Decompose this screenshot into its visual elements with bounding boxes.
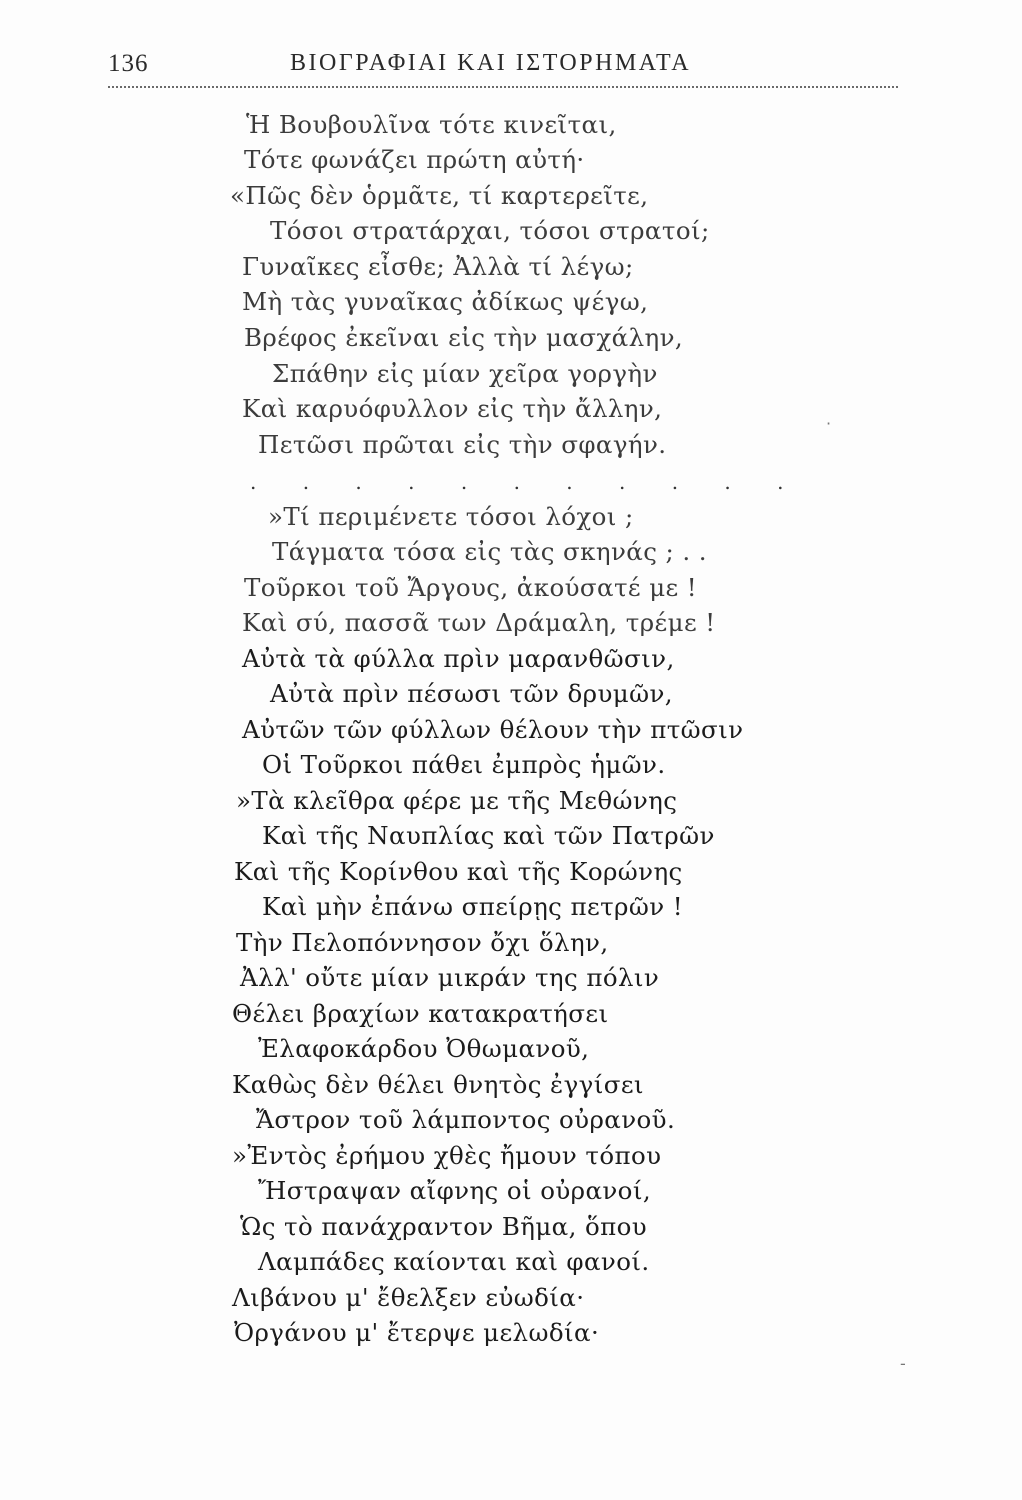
poem-line: Ὀργάνου μ' ἔτερψε μελωδία· [234,1318,600,1347]
poem-line: Οἱ Τοῦρκοι πάθει ἐμπρὸς ἡμῶν. [262,750,666,779]
running-title: ΒΙΟΓΡΑΦΙΑΙ ΚΑΙ ΙΣΤΟΡΗΜΑΤΑ [290,50,692,76]
poem-line: Καὶ καρυόφυλλον εἰς τὴν ἄλλην, [242,394,663,423]
poem-line: »Ἐντὸς ἐρήμου χθὲς ἤμουν τόπου [232,1141,662,1170]
poem-line: Αὐτὰ τὰ φύλλα πρὶν μαρανθῶσιν, [242,644,675,673]
poem-line: Ὡς τὸ πανάχραντον Βῆμα, ὅπου [240,1212,648,1241]
poem-line: Καθὼς δὲν θέλει θνητὸς ἐγγίσει [232,1070,644,1099]
poem-line: Γυναῖκες εἶσθε; Ἀλλὰ τί λέγω; [242,252,634,281]
poem-line: Λιβάνου μ' ἔθελξεν εὐωδία· [232,1283,585,1312]
page-header [108,44,898,84]
poem-line: Καὶ τῆς Κορίνθου καὶ τῆς Κορώνης [234,857,683,886]
poem-line: Ἄστρον τοῦ λάμποντος οὐρανοῦ. [256,1105,676,1134]
poem-line: Θέλει βραχίων κατακρατήσει [232,999,609,1028]
poem-line: Σπάθην εἰς μίαν χεῖρα γοργὴν [272,359,658,388]
poem-line: Ἀλλ' οὔτε μίαν μικράν της πόλιν [240,963,660,992]
poem-line: »Τὰ κλεῖθρα φέρε με τῆς Μεθώνης [236,786,678,815]
poem-line: Ἤστραψαν αἴφνης οἱ οὐρανοί, [258,1176,652,1205]
header-rule [108,86,898,88]
poem-line: Λαμπάδες καίονται καὶ φανοί. [258,1247,650,1276]
poem-line: Αὐτὰ πρὶν πέσωσι τῶν δρυμῶν, [270,679,673,708]
poem-line: Ἡ Βουβουλῖνα τότε κινεῖται, [246,110,617,139]
poem-line: Τὴν Πελοπόννησον ὄχι ὅλην, [236,928,609,957]
poem-line: Τάγματα τόσα εἰς τὰς σκηνάς ; . . [272,537,707,566]
poem-line: Μὴ τὰς γυναῖκας ἀδίκως ψέγω, [242,287,649,316]
poem-line: Καὶ τῆς Ναυπλίας καὶ τῶν Πατρῶν [262,821,715,850]
poem-line: Πετῶσι πρῶται εἰς τὴν σφαγήν. [258,430,667,459]
poem-line: »Τί περιμένετε τόσοι λόχοι ; [268,502,634,531]
poem-line: Τόσοι στρατάρχαι, τόσοι στρατοί; [270,216,710,245]
poem-line: Βρέφος ἐκεῖναι εἰς τὴν μασχάλην, [244,323,684,352]
poem-line: Τοῦρκοι τοῦ Ἄργους, ἀκούσατέ με ! [244,573,698,602]
margin-speck: · [826,414,832,433]
page-number: 136 [108,50,149,77]
poem-line: Καὶ σύ, πασσᾶ των Δράμαλη, τρέμε ! [242,608,716,637]
poem-line: Τότε φωνάζει πρώτη αὐτή· [244,145,585,174]
poem-line: Ἐλαφοκάρδου Ὀθωμανοῦ, [258,1034,590,1063]
poem-line: Καὶ μὴν ἐπάνω σπείρῃς πετρῶν ! [262,892,683,921]
poem-line: «Πῶς δὲν ὁρμᾶτε, τί καρτερεῖτε, [230,181,649,210]
poem-line: Αὐτῶν τῶν φύλλων θέλουν τὴν πτῶσιν [242,715,744,744]
ellipsis-row: . . . . . . . . . . . [250,470,804,494]
margin-speck: - [900,1354,906,1373]
